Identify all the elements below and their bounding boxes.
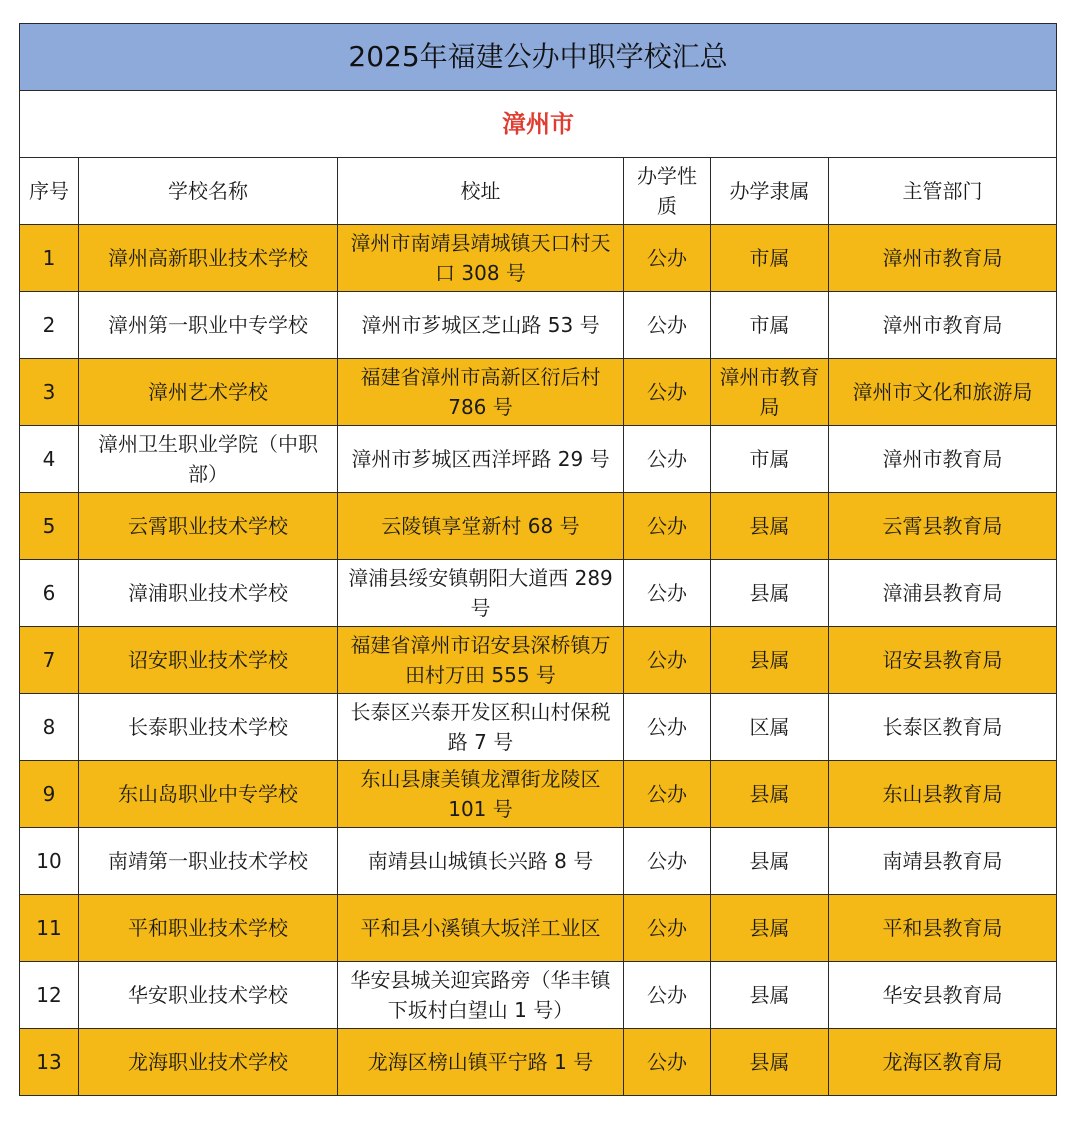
table-row [20, 627, 1057, 694]
school-address: 福建省漳州市高新区衍后村 786 号 [338, 359, 624, 426]
school-name: 南靖第一职业技术学校 [79, 828, 338, 895]
school-affiliation: 县属 [711, 828, 829, 895]
header-affiliation: 办学隶属 [711, 158, 829, 225]
school-nature: 公办 [624, 426, 711, 493]
table-row [20, 560, 1057, 627]
school-address: 云陵镇享堂新村 68 号 [338, 493, 624, 560]
table-row [20, 828, 1057, 895]
table-row [20, 1029, 1057, 1096]
table-row [20, 493, 1057, 560]
school-nature: 公办 [624, 225, 711, 292]
header-authority: 主管部门 [829, 158, 1057, 225]
school-authority: 漳浦县教育局 [829, 560, 1057, 627]
row-seq: 6 [20, 560, 79, 627]
row-seq: 13 [20, 1029, 79, 1096]
school-name: 漳浦职业技术学校 [79, 560, 338, 627]
row-seq: 8 [20, 694, 79, 761]
school-authority: 漳州市教育局 [829, 426, 1057, 493]
school-address: 南靖县山城镇长兴路 8 号 [338, 828, 624, 895]
school-nature: 公办 [624, 560, 711, 627]
row-seq: 4 [20, 426, 79, 493]
table-row [20, 359, 1057, 426]
school-name: 漳州第一职业中专学校 [79, 292, 338, 359]
school-affiliation: 县属 [711, 493, 829, 560]
table-row [20, 895, 1057, 962]
school-address: 漳州市芗城区芝山路 53 号 [338, 292, 624, 359]
header-name: 学校名称 [79, 158, 338, 225]
school-authority: 漳州市教育局 [829, 225, 1057, 292]
table-title: 2025年福建公办中职学校汇总 [20, 24, 1057, 91]
school-nature: 公办 [624, 493, 711, 560]
table-row [20, 292, 1057, 359]
school-name: 漳州高新职业技术学校 [79, 225, 338, 292]
school-affiliation: 县属 [711, 560, 829, 627]
row-seq: 5 [20, 493, 79, 560]
school-nature: 公办 [624, 694, 711, 761]
schools-table [19, 23, 1057, 1096]
school-nature: 公办 [624, 1029, 711, 1096]
school-authority: 龙海区教育局 [829, 1029, 1057, 1096]
school-affiliation: 县属 [711, 895, 829, 962]
school-authority: 诏安县教育局 [829, 627, 1057, 694]
school-address: 福建省漳州市诏安县深桥镇万田村万田 555 号 [338, 627, 624, 694]
table-row [20, 761, 1057, 828]
title-row [20, 24, 1057, 91]
row-seq: 10 [20, 828, 79, 895]
school-address: 华安县城关迎宾路旁（华丰镇下坂村白望山 1 号） [338, 962, 624, 1029]
table-row [20, 962, 1057, 1029]
school-affiliation: 县属 [711, 761, 829, 828]
school-nature: 公办 [624, 627, 711, 694]
school-address: 东山县康美镇龙潭街龙陵区 101 号 [338, 761, 624, 828]
city-row [20, 91, 1057, 158]
school-nature: 公办 [624, 761, 711, 828]
school-authority: 云霄县教育局 [829, 493, 1057, 560]
school-address: 漳浦县绥安镇朝阳大道西 289 号 [338, 560, 624, 627]
school-nature: 公办 [624, 962, 711, 1029]
school-name: 漳州卫生职业学院（中职部） [79, 426, 338, 493]
school-authority: 平和县教育局 [829, 895, 1057, 962]
school-name: 东山岛职业中专学校 [79, 761, 338, 828]
row-seq: 9 [20, 761, 79, 828]
school-affiliation: 县属 [711, 1029, 829, 1096]
header-row [20, 158, 1057, 225]
row-seq: 12 [20, 962, 79, 1029]
table-row [20, 694, 1057, 761]
row-seq: 11 [20, 895, 79, 962]
row-seq: 7 [20, 627, 79, 694]
school-affiliation: 漳州市教育局 [711, 359, 829, 426]
row-seq: 3 [20, 359, 79, 426]
school-name: 龙海职业技术学校 [79, 1029, 338, 1096]
school-authority: 南靖县教育局 [829, 828, 1057, 895]
school-name: 长泰职业技术学校 [79, 694, 338, 761]
school-address: 漳州市芗城区西洋坪路 29 号 [338, 426, 624, 493]
school-nature: 公办 [624, 828, 711, 895]
school-address: 长泰区兴泰开发区积山村保税路 7 号 [338, 694, 624, 761]
header-seq: 序号 [20, 158, 79, 225]
school-affiliation: 市属 [711, 426, 829, 493]
school-affiliation: 县属 [711, 627, 829, 694]
school-name: 平和职业技术学校 [79, 895, 338, 962]
header-nature: 办学性质 [624, 158, 711, 225]
school-address: 漳州市南靖县靖城镇天口村天口 308 号 [338, 225, 624, 292]
school-authority: 华安县教育局 [829, 962, 1057, 1029]
row-seq: 2 [20, 292, 79, 359]
row-seq: 1 [20, 225, 79, 292]
school-address: 平和县小溪镇大坂洋工业区 [338, 895, 624, 962]
school-affiliation: 县属 [711, 962, 829, 1029]
header-address: 校址 [338, 158, 624, 225]
school-name: 漳州艺术学校 [79, 359, 338, 426]
school-name: 华安职业技术学校 [79, 962, 338, 1029]
school-affiliation: 区属 [711, 694, 829, 761]
school-authority: 漳州市文化和旅游局 [829, 359, 1057, 426]
school-nature: 公办 [624, 359, 711, 426]
table-row [20, 225, 1057, 292]
school-name: 诏安职业技术学校 [79, 627, 338, 694]
city-name: 漳州市 [20, 91, 1057, 158]
school-affiliation: 市属 [711, 292, 829, 359]
school-authority: 长泰区教育局 [829, 694, 1057, 761]
school-name: 云霄职业技术学校 [79, 493, 338, 560]
table-row [20, 426, 1057, 493]
school-nature: 公办 [624, 292, 711, 359]
school-authority: 漳州市教育局 [829, 292, 1057, 359]
school-address: 龙海区榜山镇平宁路 1 号 [338, 1029, 624, 1096]
school-affiliation: 市属 [711, 225, 829, 292]
school-nature: 公办 [624, 895, 711, 962]
school-authority: 东山县教育局 [829, 761, 1057, 828]
